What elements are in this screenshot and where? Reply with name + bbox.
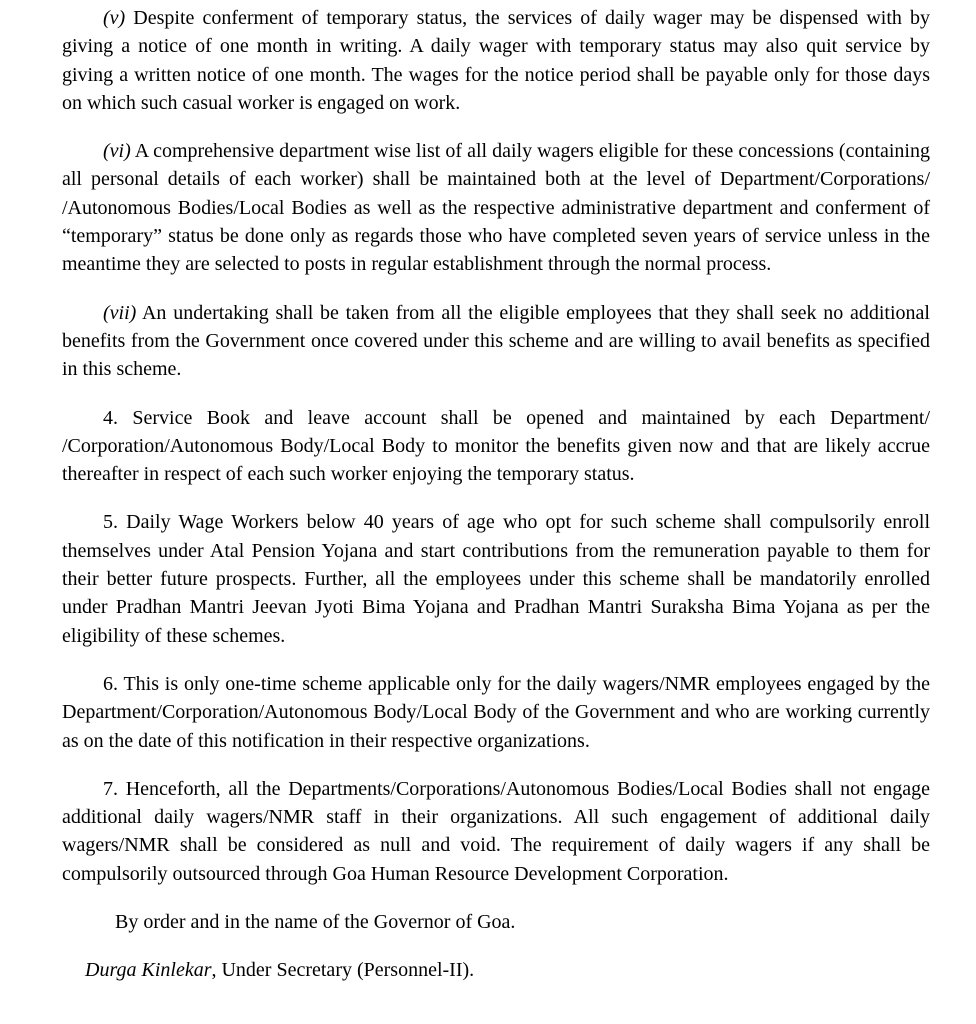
- paragraph-5: [62, 508, 930, 649]
- paragraph-5-marker: 5.: [103, 511, 118, 534]
- signature-line: [85, 956, 930, 984]
- paragraph-4-text: Service Book and leave account shall be opened and maintained by each Department/ /Corporation/Autonomous Body/Local Body to monitor the benefits given now and that are likely accrue thereafter in respect of each such worker enjoying the temporary status.: [62, 406, 931, 486]
- paragraph-vi-marker: (vi): [103, 140, 131, 163]
- paragraph-7: [62, 775, 930, 888]
- paragraph-vi: [62, 137, 930, 278]
- by-order-line: By order and in the name of the Governor of Goa.: [115, 911, 516, 934]
- paragraph-vi-text: A comprehensive department wise list of all daily wagers eligible for these concessions (containing all personal details of each worker) shall be maintained both at the level of Department/Corporations/ /Autonomous Bodies/Local Bodies as well as the respective administrative department and conferment of “temporary” status be done only as regards those who have completed seven years of service unless in the meantime they are selected to posts in regular establishment through the normal process.: [62, 140, 930, 276]
- paragraph-v-text: Despite conferment of temporary status, the services of daily wager may be dispensed with by giving a notice of one month in writing. A daily wager with temporary status may also quit service by giving a written notice of one month. The wages for the notice period shall be payable only for those days on which such casual worker is engaged on work.: [62, 7, 930, 114]
- paragraph-v: [62, 4, 930, 117]
- paragraph-v-marker: (v): [103, 7, 126, 29]
- paragraph-7-marker: 7.: [103, 777, 118, 800]
- paragraph-vii: [62, 299, 930, 384]
- signatory-name: Durga Kinlekar: [85, 959, 212, 982]
- paragraph-6: [62, 670, 930, 755]
- paragraph-4-marker: 4.: [103, 406, 118, 429]
- paragraph-4: [62, 404, 930, 489]
- paragraph-7-text: Henceforth, all the Departments/Corporations/Autonomous Bodies/Local Bodies shall not engage additional daily wagers/NMR staff in their organizations. All such engagement of additional daily wagers/NMR shall be considered as null and void. The requirement of daily wagers if any shall be compulsorily outsourced through Goa Human Resource Development Corporation.: [62, 777, 931, 885]
- paragraph-6-marker: 6.: [103, 672, 118, 695]
- signatory-title: , Under Secretary (Personnel-II).: [211, 959, 475, 982]
- paragraph-6-text: This is only one-time scheme applicable only for the daily wagers/NMR employees engaged by the Department/Corporation/Autonomous Body/Local Body of the Government and who are working currently as on the date of this notification in their respective organizations.: [62, 672, 931, 752]
- paragraph-vii-marker: (vii): [103, 301, 137, 324]
- paragraph-5-text: Daily Wage Workers below 40 years of age who opt for such scheme shall compulsorily enroll themselves under Atal Pension Yojana and start contributions from the remuneration payable to them for their better future prospects. Further, all the employees under this scheme shall be mandatorily enrolled under Pradhan Mantri Jeevan Jyoti Bima Yojana and Pradhan Mantri Suraksha Bima Yojana as per the eligibility of these schemes.: [62, 511, 931, 647]
- paragraph-vii-text: An undertaking shall be taken from all the eligible employees that they shall seek no additional benefits from the Government once covered under this scheme and are willing to avail benefits as specified in this scheme.: [62, 301, 930, 381]
